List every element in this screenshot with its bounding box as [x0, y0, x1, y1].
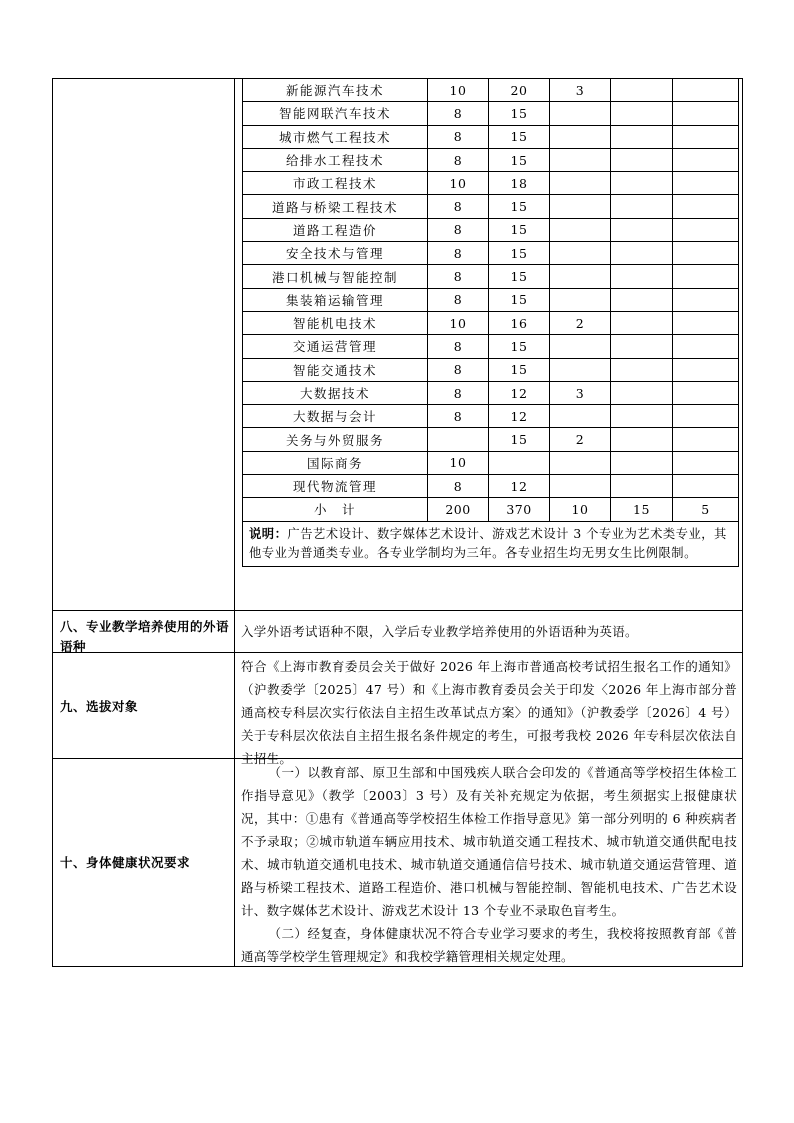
major-c3: [550, 242, 611, 265]
major-c1: 8: [428, 288, 489, 311]
major-c4: [611, 172, 673, 195]
major-row: [243, 102, 739, 125]
major-c5: [673, 148, 739, 171]
major-row: [243, 79, 739, 102]
major-c2: 15: [489, 195, 550, 218]
major-name: 智能交通技术: [243, 358, 428, 381]
section8-label: 八、专业教学培养使用的外语语种: [60, 619, 230, 654]
major-c5: [673, 358, 739, 381]
major-c4: [611, 381, 673, 404]
major-c3: [550, 265, 611, 288]
major-name: 道路与桥梁工程技术: [243, 195, 428, 218]
major-c1: 8: [428, 381, 489, 404]
major-row: [243, 288, 739, 311]
section10-label: 十、身体健康状况要求: [60, 855, 191, 870]
major-name: 市政工程技术: [243, 172, 428, 195]
major-c1: 8: [428, 195, 489, 218]
major-c1: 8: [428, 102, 489, 125]
majors-table: [242, 78, 739, 567]
majors-table-body: [243, 79, 739, 498]
major-row: [243, 195, 739, 218]
major-c2: 20: [489, 79, 550, 102]
major-row: [243, 148, 739, 171]
major-c5: [673, 125, 739, 148]
section8-text: 入学外语考试语种不限，入学后专业教学培养使用的外语语种为英语。: [241, 624, 638, 639]
major-c4: [611, 475, 673, 498]
major-name: 新能源汽车技术: [243, 79, 428, 102]
major-name: 国际商务: [243, 451, 428, 474]
major-c3: [550, 405, 611, 428]
subtotal-c3: 10: [550, 498, 611, 521]
major-c1: 8: [428, 242, 489, 265]
section9-label: 九、选拔对象: [60, 699, 139, 714]
major-name: 大数据技术: [243, 381, 428, 404]
note-row: [243, 521, 739, 566]
major-name: 安全技术与管理: [243, 242, 428, 265]
major-name: 关务与外贸服务: [243, 428, 428, 451]
major-name: 港口机械与智能控制: [243, 265, 428, 288]
major-c2: 15: [489, 265, 550, 288]
major-c5: [673, 475, 739, 498]
subtotal-c5: 5: [673, 498, 739, 521]
major-c5: [673, 79, 739, 102]
major-c2: 18: [489, 172, 550, 195]
major-c3: [550, 102, 611, 125]
major-c3: [550, 218, 611, 241]
major-row: [243, 381, 739, 404]
section10-para2: （二）经复查，身体健康状况不符合专业学习要求的考生，我校将按照教育部《普通高等学校学生管理规定》和我校学籍管理相关规定处理。: [241, 926, 737, 964]
major-row: [243, 218, 739, 241]
major-c5: [673, 218, 739, 241]
major-row: [243, 475, 739, 498]
major-c4: [611, 242, 673, 265]
major-c3: [550, 451, 611, 474]
major-row: [243, 265, 739, 288]
major-c1: 8: [428, 335, 489, 358]
note-text: 广告艺术设计、数字媒体艺术设计、游戏艺术设计 3 个专业为艺术类专业，其他专业为普通类专业。各专业学制均为三年。各专业招生均无男女生比例限制。: [249, 526, 727, 560]
major-c2: [489, 451, 550, 474]
major-c4: [611, 358, 673, 381]
major-row: [243, 242, 739, 265]
major-c4: [611, 218, 673, 241]
major-c5: [673, 335, 739, 358]
major-row: [243, 428, 739, 451]
note-label: 说明：: [249, 526, 288, 541]
column-divider: [234, 78, 235, 967]
major-c2: 15: [489, 335, 550, 358]
major-c5: [673, 405, 739, 428]
major-c2: 15: [489, 428, 550, 451]
subtotal-c2: 370: [489, 498, 550, 521]
major-c3: [550, 195, 611, 218]
major-c2: 12: [489, 475, 550, 498]
major-c2: 16: [489, 311, 550, 334]
major-c2: 15: [489, 358, 550, 381]
major-c4: [611, 451, 673, 474]
major-c3: [550, 172, 611, 195]
major-c3: [550, 288, 611, 311]
major-name: 智能机电技术: [243, 311, 428, 334]
major-c5: [673, 288, 739, 311]
major-name: 智能网联汽车技术: [243, 102, 428, 125]
major-c2: 12: [489, 381, 550, 404]
major-name: 现代物流管理: [243, 475, 428, 498]
section10-body: [241, 761, 737, 968]
section10-para1: （一）以教育部、原卫生部和中国残疾人联合会印发的《普通高等学校招生体检工作指导意见》（教学〔2003〕3 号）及有关补充规定为依据，考生须据实上报健康状况，其中：①患有《普通高等学校招生体检工作指导意见》第一部分列明的 6 种疾病者不予录取；②城市轨道车辆应用技术、城市轨道交通工程技术、城市轨道交通供配电技术、城市轨道交通机电技术、城市轨道交通通信信号技术、城市轨道交通运营管理、道路与桥梁工程技术、道路工程造价、港口机械与智能控制、智能机电技术、广告艺术设计、数字媒体艺术设计、游戏艺术设计 13 个专业不录取色盲考生。: [241, 765, 737, 918]
major-c3: [550, 125, 611, 148]
major-c1: 8: [428, 265, 489, 288]
major-c2: 15: [489, 148, 550, 171]
major-c2: 15: [489, 242, 550, 265]
row-divider-8: [52, 610, 743, 611]
subtotal-c1: 200: [428, 498, 489, 521]
note-cell: [243, 521, 739, 566]
major-c5: [673, 428, 739, 451]
major-c1: 10: [428, 79, 489, 102]
major-c5: [673, 381, 739, 404]
section9-text: 符合《上海市教育委员会关于做好 2026 年上海市普通高校考试招生报名工作的通知》（沪教委学〔2025〕47 号）和《上海市教育委员会关于印发〈2026 年上海市部分普通高校专科层次实行依法自主招生改革试点方案〉的通知》（沪教委学〔2026〕4 号）关于专科层次依法自主招生报名条件规定的考生，可报考我校 2026 年专科层次依法自主招生。: [241, 659, 737, 766]
major-row: [243, 335, 739, 358]
major-c3: [550, 148, 611, 171]
major-c1: 8: [428, 148, 489, 171]
major-c1: 10: [428, 311, 489, 334]
major-c4: [611, 405, 673, 428]
major-name: 集装箱运输管理: [243, 288, 428, 311]
major-c3: 2: [550, 428, 611, 451]
major-c3: 2: [550, 311, 611, 334]
major-name: 城市燃气工程技术: [243, 125, 428, 148]
major-c3: 3: [550, 79, 611, 102]
major-c1: [428, 428, 489, 451]
major-c4: [611, 265, 673, 288]
major-row: [243, 311, 739, 334]
major-c1: 10: [428, 172, 489, 195]
major-c5: [673, 172, 739, 195]
major-c5: [673, 102, 739, 125]
major-c2: 15: [489, 125, 550, 148]
major-c5: [673, 242, 739, 265]
major-c2: 12: [489, 405, 550, 428]
major-c3: [550, 475, 611, 498]
major-c4: [611, 311, 673, 334]
major-row: [243, 451, 739, 474]
major-row: [243, 172, 739, 195]
major-c4: [611, 428, 673, 451]
major-c1: 10: [428, 451, 489, 474]
major-c4: [611, 125, 673, 148]
major-c4: [611, 195, 673, 218]
subtotal-c4: 15: [611, 498, 673, 521]
major-c4: [611, 148, 673, 171]
major-c1: 8: [428, 125, 489, 148]
major-name: 大数据与会计: [243, 405, 428, 428]
major-c1: 8: [428, 405, 489, 428]
major-c4: [611, 288, 673, 311]
subtotal-row: [243, 498, 739, 521]
major-c5: [673, 451, 739, 474]
major-c5: [673, 265, 739, 288]
major-c1: 8: [428, 218, 489, 241]
major-name: 交通运营管理: [243, 335, 428, 358]
major-c1: 8: [428, 475, 489, 498]
major-name: 给排水工程技术: [243, 148, 428, 171]
major-row: [243, 405, 739, 428]
major-c2: 15: [489, 288, 550, 311]
major-c4: [611, 335, 673, 358]
major-c3: [550, 335, 611, 358]
major-c4: [611, 102, 673, 125]
major-row: [243, 125, 739, 148]
major-row: [243, 358, 739, 381]
subtotal-label: 小 计: [243, 498, 428, 521]
major-c3: 3: [550, 381, 611, 404]
major-c5: [673, 311, 739, 334]
major-c3: [550, 358, 611, 381]
major-c4: [611, 79, 673, 102]
major-c5: [673, 195, 739, 218]
major-c2: 15: [489, 218, 550, 241]
major-c1: 8: [428, 358, 489, 381]
major-name: 道路工程造价: [243, 218, 428, 241]
major-c2: 15: [489, 102, 550, 125]
